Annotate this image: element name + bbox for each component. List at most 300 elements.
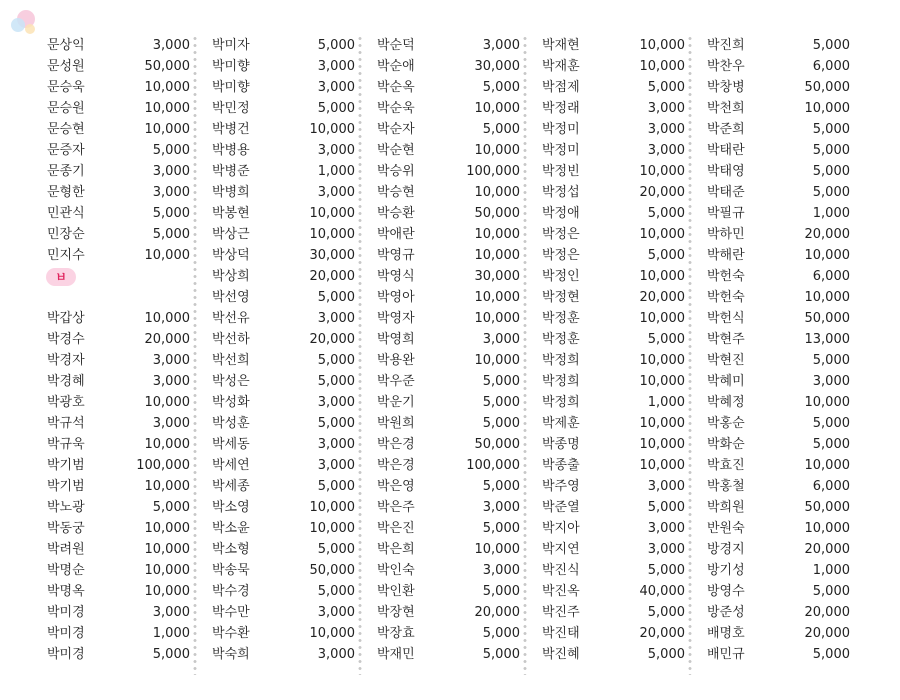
donor-row (695, 77, 850, 98)
donation-amount: 5,000 (317, 38, 355, 53)
donor-name: 문승욱 (47, 80, 85, 95)
donor-name: 방준성 (707, 605, 745, 620)
donor-row (35, 623, 190, 644)
donor-name: 박미경 (47, 626, 85, 641)
donor-row (695, 581, 850, 602)
donation-amount: 50,000 (144, 59, 190, 74)
donor-row (35, 644, 190, 665)
donor-row (530, 413, 685, 434)
donor-name: 박승환 (377, 206, 415, 221)
donor-row (530, 350, 685, 371)
donor-name: 박선유 (212, 311, 250, 326)
donation-amount: 5,000 (482, 521, 520, 536)
donor-row (530, 560, 685, 581)
donor-name: 박영규 (377, 248, 415, 263)
donor-row (695, 434, 850, 455)
donation-amount: 10,000 (474, 353, 520, 368)
donor-row (530, 308, 685, 329)
donation-amount: 10,000 (144, 122, 190, 137)
donor-row (35, 98, 190, 119)
donor-name: 박하민 (707, 227, 745, 242)
donation-amount: 5,000 (647, 647, 685, 662)
donor-name: 박미향 (212, 80, 250, 95)
donor-row (35, 602, 190, 623)
donation-amount: 6,000 (812, 479, 850, 494)
donor-name: 박경혜 (47, 374, 85, 389)
donor-name: 박순덕 (377, 38, 415, 53)
donor-row (695, 182, 850, 203)
donation-amount: 10,000 (804, 458, 850, 473)
donor-name: 박은희 (377, 542, 415, 557)
donor-row (35, 308, 190, 329)
donor-row (200, 350, 355, 371)
donor-row (35, 182, 190, 203)
donation-amount: 10,000 (639, 458, 685, 473)
donor-row (530, 161, 685, 182)
donor-row (695, 644, 850, 665)
donation-amount: 5,000 (317, 479, 355, 494)
donor-name: 박홍철 (707, 479, 745, 494)
donor-list (35, 35, 865, 675)
donation-amount: 3,000 (647, 479, 685, 494)
donor-row (200, 371, 355, 392)
donor-row (530, 98, 685, 119)
donation-amount: 5,000 (647, 605, 685, 620)
donor-name: 박정훈 (542, 311, 580, 326)
donation-amount: 10,000 (804, 290, 850, 305)
column-divider (688, 35, 692, 675)
donor-name: 박미자 (212, 38, 250, 53)
donor-row (530, 392, 685, 413)
donor-row (35, 560, 190, 581)
donation-amount: 3,000 (647, 542, 685, 557)
donor-name: 박현진 (707, 353, 745, 368)
donation-amount: 5,000 (317, 101, 355, 116)
donor-name: 박상덕 (212, 248, 250, 263)
donor-name: 박우준 (377, 374, 415, 389)
donation-amount: 20,000 (804, 227, 850, 242)
donor-row (530, 224, 685, 245)
donor-row (35, 392, 190, 413)
donor-name: 박원희 (377, 416, 415, 431)
donor-name: 박용완 (377, 353, 415, 368)
donor-row (365, 203, 520, 224)
donor-row (200, 413, 355, 434)
donor-row (35, 140, 190, 161)
donor-name: 박세종 (212, 479, 250, 494)
donor-name: 박미경 (47, 605, 85, 620)
donation-amount: 10,000 (309, 521, 355, 536)
donation-amount: 3,000 (317, 80, 355, 95)
donor-name: 민지수 (47, 248, 85, 263)
donor-row (200, 203, 355, 224)
donor-name: 박정희 (542, 374, 580, 389)
donor-name: 박애란 (377, 227, 415, 242)
donor-name: 박상근 (212, 227, 250, 242)
donor-name: 박인숙 (377, 563, 415, 578)
donor-name: 방경지 (707, 542, 745, 557)
donor-name: 박기범 (47, 458, 85, 473)
donor-row (365, 350, 520, 371)
donor-name: 박지아 (542, 521, 580, 536)
donation-amount: 10,000 (309, 122, 355, 137)
donor-row (695, 329, 850, 350)
donor-name: 박진희 (707, 38, 745, 53)
donor-name: 박성훈 (212, 416, 250, 431)
donor-row (200, 518, 355, 539)
donor-row (530, 644, 685, 665)
donation-amount: 10,000 (639, 374, 685, 389)
donor-name: 박미향 (212, 59, 250, 74)
donation-amount: 5,000 (812, 437, 850, 452)
donation-amount: 5,000 (647, 563, 685, 578)
donation-amount: 10,000 (639, 59, 685, 74)
donor-row (200, 182, 355, 203)
donor-name: 박은영 (377, 479, 415, 494)
donor-name: 박인환 (377, 584, 415, 599)
donation-amount: 5,000 (317, 542, 355, 557)
donor-row (695, 476, 850, 497)
donor-row (530, 245, 685, 266)
donor-row (695, 287, 850, 308)
donor-name: 박규석 (47, 416, 85, 431)
donation-amount: 10,000 (144, 437, 190, 452)
donation-amount: 10,000 (144, 563, 190, 578)
donation-amount: 5,000 (812, 416, 850, 431)
donation-amount: 1,000 (812, 206, 850, 221)
donor-name: 박선영 (212, 290, 250, 305)
donor-row (35, 434, 190, 455)
donation-amount: 5,000 (647, 80, 685, 95)
donor-name: 박정빈 (542, 164, 580, 179)
donation-amount: 10,000 (474, 290, 520, 305)
donor-name: 박경수 (47, 332, 85, 347)
donor-name: 박영희 (377, 332, 415, 347)
donor-row (35, 350, 190, 371)
donor-row (530, 35, 685, 56)
donor-row (365, 266, 520, 287)
donation-amount: 50,000 (309, 563, 355, 578)
donation-amount: 3,000 (152, 416, 190, 431)
donor-row (35, 35, 190, 56)
donor-row (695, 308, 850, 329)
donor-name: 박준희 (707, 122, 745, 137)
donation-amount: 10,000 (474, 185, 520, 200)
donor-row (530, 182, 685, 203)
donor-name: 박장효 (377, 626, 415, 641)
donation-amount: 5,000 (812, 185, 850, 200)
donor-name: 박진옥 (542, 584, 580, 599)
donor-row (530, 119, 685, 140)
donor-row (35, 371, 190, 392)
donor-name: 박정인 (542, 269, 580, 284)
donor-row (365, 455, 520, 476)
donation-amount: 100,000 (466, 458, 520, 473)
donor-row (200, 77, 355, 98)
donation-amount: 3,000 (482, 332, 520, 347)
donation-amount: 5,000 (812, 38, 850, 53)
donor-name: 박정미 (542, 122, 580, 137)
donation-amount: 3,000 (317, 458, 355, 473)
donor-row (35, 581, 190, 602)
donor-name: 박병준 (212, 164, 250, 179)
donor-row (365, 77, 520, 98)
donation-amount: 10,000 (639, 269, 685, 284)
donation-amount: 10,000 (639, 353, 685, 368)
donor-row (365, 497, 520, 518)
donor-name: 박태준 (707, 185, 745, 200)
donor-name: 박명옥 (47, 584, 85, 599)
donation-amount: 6,000 (812, 269, 850, 284)
donor-row (695, 371, 850, 392)
donor-row (365, 329, 520, 350)
donor-name: 박정애 (542, 206, 580, 221)
donor-name: 박갑상 (47, 311, 85, 326)
donor-name: 박홍순 (707, 416, 745, 431)
donor-row (530, 203, 685, 224)
donation-amount: 50,000 (804, 311, 850, 326)
donor-name: 민장순 (47, 227, 85, 242)
donation-amount: 3,000 (647, 122, 685, 137)
donor-name: 박해란 (707, 248, 745, 263)
donor-name: 박성화 (212, 395, 250, 410)
donor-name: 박수환 (212, 626, 250, 641)
donation-amount: 10,000 (639, 311, 685, 326)
donor-name: 박숙희 (212, 647, 250, 662)
donor-row (530, 455, 685, 476)
donation-amount: 5,000 (812, 647, 850, 662)
donor-name: 문승현 (47, 122, 85, 137)
donation-amount: 50,000 (474, 206, 520, 221)
donor-name: 박영식 (377, 269, 415, 284)
donor-row (695, 518, 850, 539)
donor-row (200, 623, 355, 644)
donor-name: 배민규 (707, 647, 745, 662)
donor-row (530, 539, 685, 560)
donor-name: 박세연 (212, 458, 250, 473)
donation-amount: 10,000 (639, 38, 685, 53)
donor-name: 박운기 (377, 395, 415, 410)
donation-amount: 3,000 (317, 143, 355, 158)
donor-name: 박소영 (212, 500, 250, 515)
donor-name: 박노광 (47, 500, 85, 515)
donation-amount: 3,000 (317, 647, 355, 662)
donor-name: 박진혜 (542, 647, 580, 662)
donation-amount: 10,000 (639, 227, 685, 242)
donor-row (365, 140, 520, 161)
donation-amount: 5,000 (482, 395, 520, 410)
donor-name: 박창병 (707, 80, 745, 95)
donation-amount: 30,000 (474, 59, 520, 74)
donation-amount: 5,000 (482, 416, 520, 431)
donation-amount: 10,000 (804, 521, 850, 536)
donor-row (365, 224, 520, 245)
donation-amount: 5,000 (152, 227, 190, 242)
donor-name: 박승위 (377, 164, 415, 179)
donor-name: 박태란 (707, 143, 745, 158)
donation-amount: 20,000 (474, 605, 520, 620)
donor-name: 박광호 (47, 395, 85, 410)
donation-amount: 5,000 (152, 500, 190, 515)
donor-name: 박경자 (47, 353, 85, 368)
donation-amount: 3,000 (317, 395, 355, 410)
donor-row (695, 392, 850, 413)
donation-amount: 10,000 (144, 248, 190, 263)
donation-amount: 10,000 (144, 311, 190, 326)
donor-name: 박진식 (542, 563, 580, 578)
donor-name: 박헌숙 (707, 290, 745, 305)
donor-row (695, 560, 850, 581)
donation-amount: 10,000 (474, 311, 520, 326)
donation-amount: 5,000 (647, 332, 685, 347)
donation-amount: 20,000 (804, 542, 850, 557)
donor-row (35, 518, 190, 539)
donor-name: 문승원 (47, 101, 85, 116)
donation-amount: 20,000 (639, 185, 685, 200)
column-divider (193, 35, 197, 675)
donor-row (695, 245, 850, 266)
donor-name: 방기성 (707, 563, 745, 578)
donor-name: 박진주 (542, 605, 580, 620)
donation-amount: 10,000 (309, 626, 355, 641)
donation-amount: 10,000 (144, 584, 190, 599)
donation-amount: 50,000 (474, 437, 520, 452)
donor-row (365, 119, 520, 140)
donor-row (200, 35, 355, 56)
donor-row (35, 77, 190, 98)
donor-row (35, 287, 190, 308)
donation-amount: 3,000 (152, 38, 190, 53)
donor-row (200, 476, 355, 497)
donation-amount: 3,000 (647, 143, 685, 158)
donation-amount: 3,000 (482, 38, 520, 53)
column-divider (358, 35, 362, 675)
donation-amount: 20,000 (309, 269, 355, 284)
donation-amount: 10,000 (144, 479, 190, 494)
donation-amount: 5,000 (812, 353, 850, 368)
donor-name: 박정은 (542, 248, 580, 263)
donor-row (365, 602, 520, 623)
donor-row (530, 77, 685, 98)
donor-row (695, 140, 850, 161)
donor-name: 박현주 (707, 332, 745, 347)
donation-amount: 3,000 (152, 605, 190, 620)
donor-name: 박소형 (212, 542, 250, 557)
donor-name: 박병용 (212, 143, 250, 158)
donation-amount: 10,000 (144, 101, 190, 116)
donor-row (365, 644, 520, 665)
donor-row (35, 224, 190, 245)
donation-amount: 5,000 (482, 584, 520, 599)
donor-name: 박은경 (377, 437, 415, 452)
donation-amount: 5,000 (812, 143, 850, 158)
donation-amount: 3,000 (482, 563, 520, 578)
donor-row (530, 497, 685, 518)
donation-amount: 3,000 (152, 374, 190, 389)
donor-row (365, 392, 520, 413)
donation-amount: 20,000 (309, 332, 355, 347)
donation-amount: 10,000 (474, 101, 520, 116)
donor-name: 박병건 (212, 122, 250, 137)
donor-row (200, 392, 355, 413)
donor-name: 박지연 (542, 542, 580, 557)
donor-row (695, 350, 850, 371)
donation-amount: 10,000 (639, 416, 685, 431)
donor-name: 박정섭 (542, 185, 580, 200)
donation-amount: 3,000 (317, 311, 355, 326)
donor-row (365, 623, 520, 644)
donor-row (365, 413, 520, 434)
donor-name: 박혜정 (707, 395, 745, 410)
donation-amount: 20,000 (144, 332, 190, 347)
donation-amount: 3,000 (482, 500, 520, 515)
donation-amount: 3,000 (317, 185, 355, 200)
donor-row (200, 539, 355, 560)
donation-amount: 40,000 (639, 584, 685, 599)
donor-name: 박천희 (707, 101, 745, 116)
donor-row (35, 161, 190, 182)
donor-name: 박혜미 (707, 374, 745, 389)
donation-amount: 30,000 (309, 248, 355, 263)
donor-name: 박규욱 (47, 437, 85, 452)
donor-row (200, 98, 355, 119)
donation-amount: 50,000 (804, 500, 850, 515)
donor-row (365, 371, 520, 392)
donor-row (530, 581, 685, 602)
donor-row (365, 287, 520, 308)
donation-amount: 3,000 (152, 164, 190, 179)
donor-name: 박순자 (377, 122, 415, 137)
donor-name: 박성은 (212, 374, 250, 389)
donor-row (35, 245, 190, 266)
donor-name: 박봉현 (212, 206, 250, 221)
donor-row (695, 602, 850, 623)
donation-amount: 5,000 (647, 248, 685, 263)
donor-name: 박송묵 (212, 563, 250, 578)
donation-amount: 5,000 (482, 374, 520, 389)
donor-name: 박수만 (212, 605, 250, 620)
donor-row (200, 56, 355, 77)
donation-amount: 5,000 (317, 374, 355, 389)
donor-row (695, 266, 850, 287)
donor-row (695, 455, 850, 476)
section-badge: ㅂ (46, 268, 76, 286)
donation-amount: 30,000 (474, 269, 520, 284)
donor-row (530, 266, 685, 287)
donation-amount: 5,000 (482, 626, 520, 641)
donor-name: 문상익 (47, 38, 85, 53)
donation-amount: 3,000 (647, 101, 685, 116)
donor-name: 박소윤 (212, 521, 250, 536)
donor-row (530, 434, 685, 455)
donation-amount: 5,000 (152, 206, 190, 221)
donor-row (365, 56, 520, 77)
donor-name: 박종출 (542, 458, 580, 473)
donor-name: 문성원 (47, 59, 85, 74)
donation-amount: 5,000 (317, 416, 355, 431)
donor-row (200, 602, 355, 623)
donation-amount: 20,000 (639, 290, 685, 305)
donor-row (365, 98, 520, 119)
donation-amount: 5,000 (812, 584, 850, 599)
donor-name: 박주영 (542, 479, 580, 494)
donor-name: 배명호 (707, 626, 745, 641)
donor-row (365, 182, 520, 203)
donation-amount: 1,000 (317, 164, 355, 179)
donor-row (695, 203, 850, 224)
donor-name: 박재민 (377, 647, 415, 662)
donor-name: 박찬우 (707, 59, 745, 74)
